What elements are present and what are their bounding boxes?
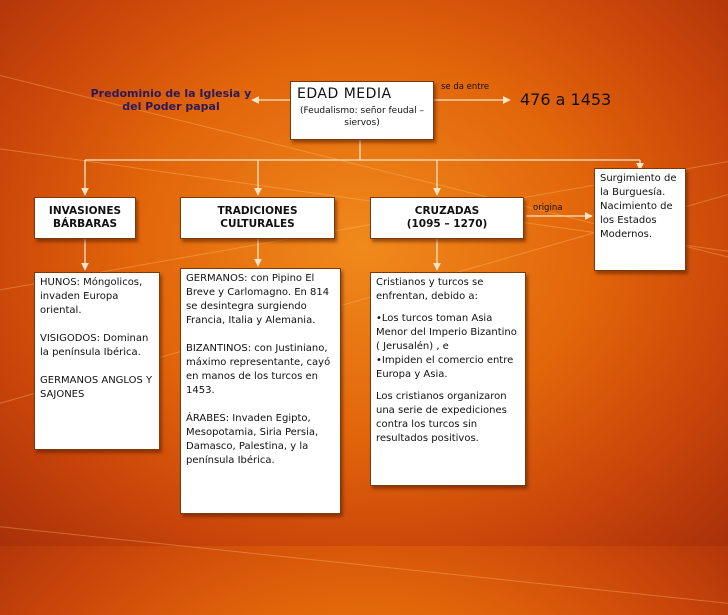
cruzadas-reason: •Impiden el comercio entre Europa y Asia.: [376, 355, 514, 380]
cruzadas-box: [370, 197, 524, 239]
invasiones-item: HUNOS: Móngolicos, invaden Europa oriental.: [40, 277, 143, 316]
tradiciones-item: ÁRABES: Invaden Egipto, Mesopotamia, Siria Persia, Damasco, Palestina, y la península Ibérica.: [186, 413, 319, 466]
edad-media-box: [290, 81, 434, 140]
invasiones-box: [34, 197, 136, 239]
date-range: 476 a 1453: [520, 90, 612, 109]
tradiciones-box: [180, 197, 335, 239]
tradiciones-item: BIZANTINOS: con Justiniano, máximo representante, cayó en manos de los turcos en 1453.: [186, 343, 331, 396]
tradiciones-detail-box: [180, 268, 341, 514]
result-box: [594, 168, 686, 271]
cruzadas-outro: Los cristianos organizaron una serie de expediciones contra los turcos sin resultados positivos.: [376, 391, 507, 444]
main-title: EDAD MEDIA: [297, 86, 392, 102]
cruzadas-years: (1095 – 1270): [406, 218, 488, 230]
se-da-entre-label: se da entre: [441, 82, 490, 92]
cruzadas-intro: Cristianos y turcos se enfrentan, debido a:: [376, 277, 484, 302]
cruzadas-reason: •Los turcos toman Asia Menor del Imperio Bizantino ( Jerusalén) , e: [376, 313, 517, 352]
tradiciones-item: GERMANOS: con Pipino El Breve y Carlomagno. En 814 se desintegra surgiendo Francia, Italia y Alemania.: [186, 273, 330, 326]
tradiciones-title: TRADICIONES CULTURALES: [217, 205, 298, 230]
main-subtitle: (Feudalismo: señor feudal – siervos): [299, 106, 425, 128]
invasiones-item: VISIGODOS: Dominan la península Ibérica.: [40, 333, 149, 358]
result-text: Surgimiento de la Burguesía. Nacimiento de los Estados Modernos.: [600, 173, 677, 240]
invasiones-item: GERMANOS ANGLOS Y SAJONES: [40, 375, 153, 400]
cruzadas-title: CRUZADAS: [414, 205, 480, 217]
origina-label: origina: [533, 203, 563, 213]
invasiones-title: INVASIONES BÁRBARAS: [48, 205, 122, 230]
iglesia-label: Predominio de la Iglesia y del Poder papal: [90, 87, 252, 113]
invasiones-detail-box: [34, 272, 160, 450]
cruzadas-detail-box: [370, 272, 526, 486]
